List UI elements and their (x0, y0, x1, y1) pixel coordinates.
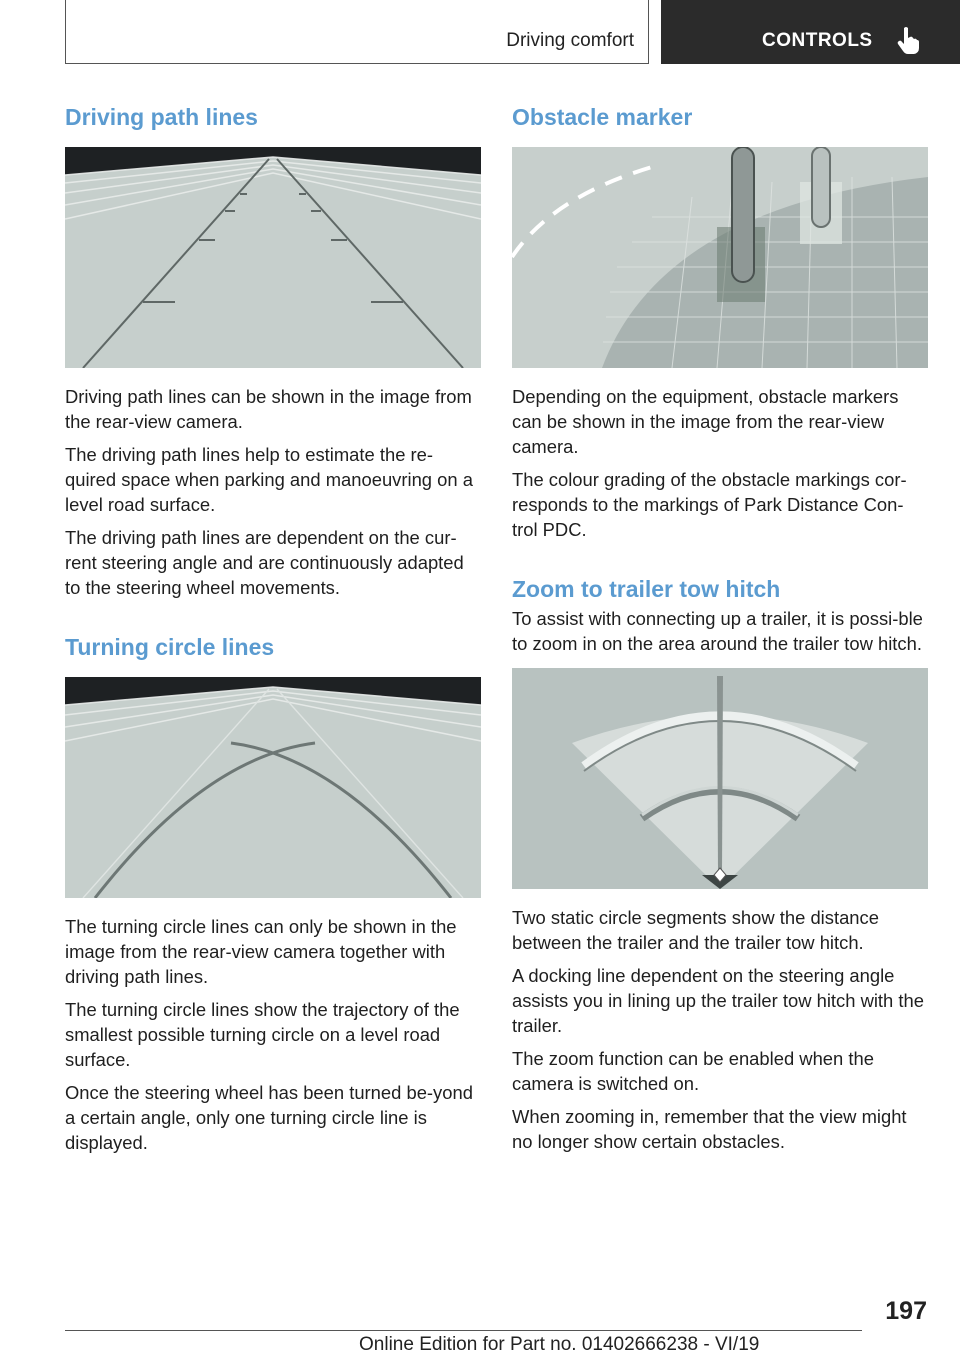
paragraph: The turning circle lines show the trajectory of the smallest possible turning circle on a level road surface. (65, 999, 460, 1070)
pointing-hand-icon (895, 26, 921, 54)
heading-zoom-to-trailer-tow-hitch: Zoom to trailer tow hitch (512, 576, 781, 602)
paragraph: Depending on the equipment, obstacle markers can be shown in the image from the rear-view camera. (512, 386, 899, 457)
paragraph: A docking line dependent on the steering angle assists you in lining up the trailer tow hitch with the trailer. (512, 965, 924, 1036)
heading-turning-circle-lines: Turning circle lines (65, 634, 275, 660)
paragraph: When zooming in, remember that the view might no longer show certain obstacles. (512, 1106, 907, 1152)
edition-note: Online Edition for Part no. 01402666238 - VI/19 (359, 1334, 760, 1355)
paragraph: Driving path lines can be shown in the image from the rear-view camera. (65, 386, 472, 432)
footer-divider (65, 1330, 862, 1331)
paragraph: The zoom function can be enabled when the camera is switched on. (512, 1048, 874, 1094)
paragraph: The colour grading of the obstacle markings cor-responds to the markings of Park Distance Con-trol PDC. (512, 469, 907, 540)
turning-circle-lines-figure (65, 677, 481, 898)
paragraph: Two static circle segments show the distance between the trailer and the trailer tow hitch. (512, 907, 879, 953)
heading-obstacle-marker: Obstacle marker (512, 104, 693, 130)
driving-path-lines-figure (65, 147, 481, 368)
left-column (65, 100, 481, 1163)
paragraph: Once the steering wheel has been turned be-yond a certain angle, only one turning circle line is displayed. (65, 1082, 473, 1153)
paragraph: The driving path lines help to estimate the re-quired space when parking and manoeuvring on a level road surface. (65, 444, 473, 515)
right-column (512, 100, 928, 1162)
trailer-tow-hitch-zoom-figure (512, 668, 928, 889)
page-number: 197 (885, 1297, 927, 1325)
header-chapter-title: CONTROLS (762, 30, 873, 51)
header-section-title: Driving comfort (506, 30, 634, 51)
obstacle-marker-figure (512, 147, 928, 368)
paragraph: The turning circle lines can only be shown in the image from the rear-view camera together with driving path lines. (65, 916, 457, 987)
heading-driving-path-lines: Driving path lines (65, 104, 258, 130)
paragraph: To assist with connecting up a trailer, it is possi-ble to zoom in on the area around the trailer tow hitch. (512, 608, 923, 654)
paragraph: The driving path lines are dependent on the cur-rent steering angle and are continuously adapted to the steering wheel movements. (65, 527, 464, 598)
header-chapter-tab (661, 0, 960, 64)
header-section-tab (65, 0, 649, 64)
